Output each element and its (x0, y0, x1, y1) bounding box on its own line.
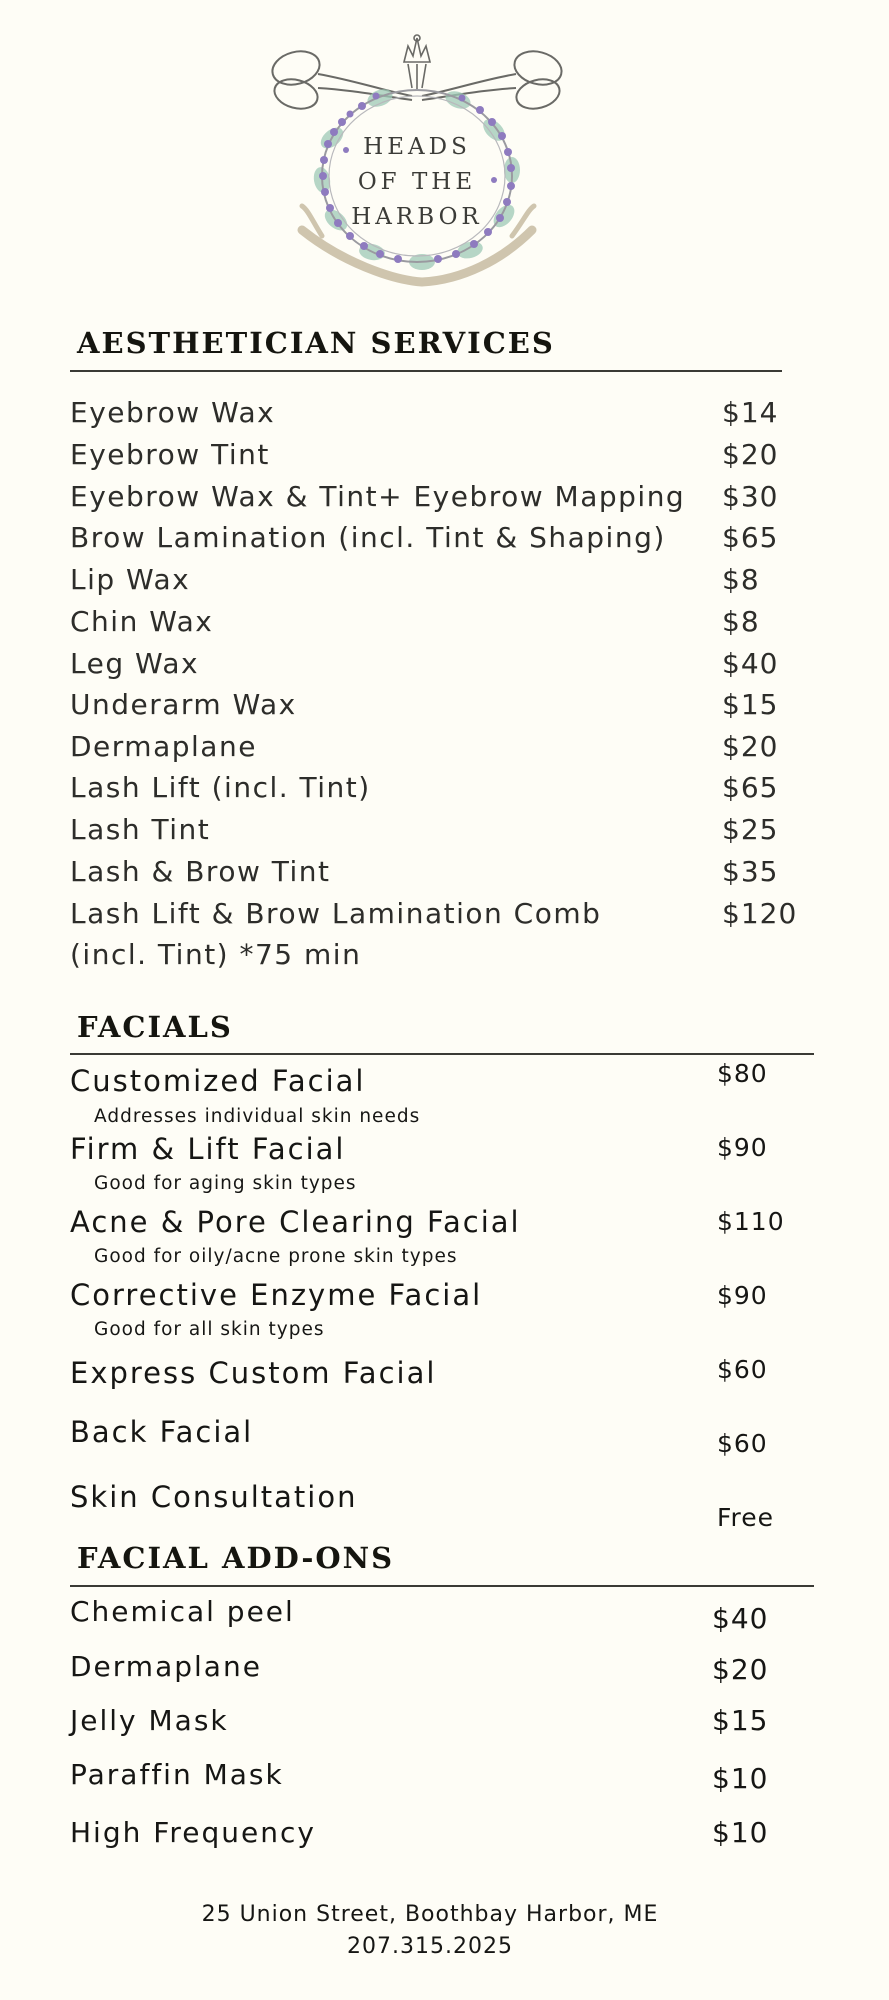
add-on-price: $15 (712, 1704, 769, 1737)
add-ons-divider (70, 1585, 814, 1587)
service-name: Lash & Brow Tint (70, 855, 331, 888)
add-on-price: $40 (712, 1602, 769, 1635)
facial-name: Customized Facial (70, 1064, 366, 1098)
logo-line-of-the: OF THE (357, 169, 477, 195)
add-on-price: $10 (712, 1816, 769, 1849)
service-price: $14 (722, 396, 779, 429)
service-price: $120 (722, 897, 798, 930)
aesthetician-services-heading: AESTHETICIAN SERVICES (77, 326, 555, 360)
service-price: $20 (722, 438, 779, 471)
logo-line-harbor: HARBOR (351, 204, 483, 230)
facial-price: $110 (717, 1207, 785, 1236)
service-name: Lash Lift & Brow Lamination Comb (70, 897, 602, 930)
service-price: $20 (722, 730, 779, 763)
service-price: $65 (722, 771, 779, 804)
facials-heading: FACIALS (77, 1010, 233, 1044)
facial-description: Addresses individual skin needs (94, 1106, 421, 1127)
add-on-name: Dermaplane (70, 1650, 262, 1683)
facial-price: $60 (717, 1429, 768, 1458)
service-price: $15 (722, 688, 779, 721)
logo-line-heads: HEADS (363, 134, 471, 160)
add-on-price: $20 (712, 1653, 769, 1686)
service-price: $65 (722, 521, 779, 554)
service-price: $40 (722, 647, 779, 680)
add-on-name: High Frequency (70, 1816, 316, 1849)
add-on-name: Jelly Mask (70, 1704, 229, 1737)
heads-of-the-harbor-logo (262, 30, 572, 300)
facial-description: Good for oily/acne prone skin types (94, 1246, 458, 1267)
service-price: $35 (722, 855, 779, 888)
service-name: Brow Lamination (incl. Tint & Shaping) (70, 521, 666, 554)
facial-name: Corrective Enzyme Facial (70, 1278, 483, 1312)
service-name: Eyebrow Wax & Tint+ Eyebrow Mapping (70, 480, 686, 513)
facial-price: $60 (717, 1355, 768, 1384)
service-name: Eyebrow Tint (70, 438, 270, 471)
service-name: Lip Wax (70, 563, 191, 596)
service-price: $8 (722, 563, 760, 596)
add-on-name: Paraffin Mask (70, 1758, 284, 1791)
service-name: Lash Tint (70, 813, 211, 846)
service-name-continued: (incl. Tint) *75 min (70, 938, 362, 971)
facial-price: Free (717, 1503, 775, 1532)
service-name: Eyebrow Wax (70, 396, 276, 429)
service-name: Lash Lift (incl. Tint) (70, 771, 371, 804)
add-on-name: Chemical peel (70, 1595, 295, 1628)
facial-name: Express Custom Facial (70, 1356, 437, 1390)
facial-price: $90 (717, 1281, 768, 1310)
facial-description: Good for aging skin types (94, 1173, 357, 1194)
facial-add-ons-heading: FACIAL ADD-ONS (77, 1541, 395, 1575)
facials-divider (70, 1053, 814, 1055)
aesthetician-divider (70, 370, 782, 372)
service-price: $8 (722, 605, 760, 638)
facial-name: Back Facial (70, 1415, 254, 1449)
service-name: Leg Wax (70, 647, 200, 680)
facial-description: Good for all skin types (94, 1319, 325, 1340)
facial-price: $90 (717, 1133, 768, 1162)
service-name: Chin Wax (70, 605, 214, 638)
add-on-price: $10 (712, 1762, 769, 1795)
service-price: $25 (722, 813, 779, 846)
logo-artwork (262, 30, 572, 300)
facial-name: Skin Consultation (70, 1480, 358, 1514)
facial-name: Firm & Lift Facial (70, 1132, 346, 1166)
service-price: $30 (722, 480, 779, 513)
footer-address: 25 Union Street, Boothbay Harbor, ME (201, 1902, 659, 1927)
facial-name: Acne & Pore Clearing Facial (70, 1205, 521, 1239)
footer-phone: 207.315.2025 (347, 1934, 513, 1959)
service-name: Underarm Wax (70, 688, 297, 721)
service-name: Dermaplane (70, 730, 257, 763)
facial-price: $80 (717, 1059, 768, 1088)
